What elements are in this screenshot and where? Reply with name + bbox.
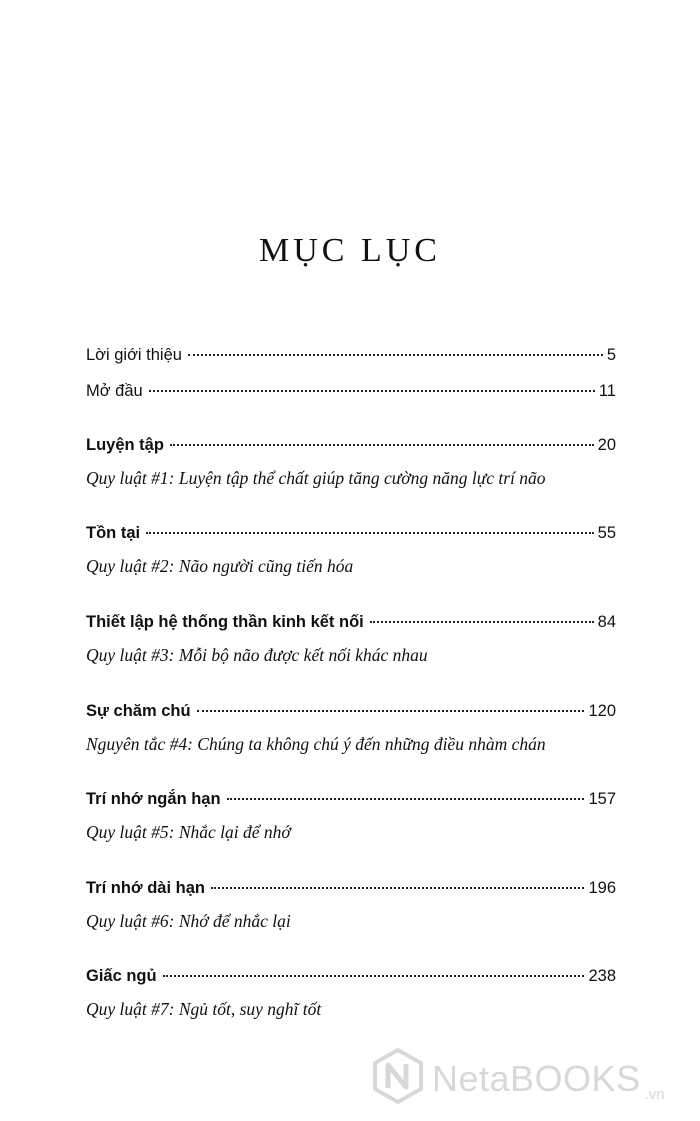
dot-leader — [370, 621, 594, 623]
toc-entry-chapter-6[interactable] — [86, 879, 616, 898]
toc-entry-opening[interactable] — [86, 382, 616, 401]
toc-entry-label: Thiết lập hệ thống thần kinh kết nối — [86, 613, 364, 631]
dot-leader — [227, 798, 585, 800]
toc-entry-chapter-1[interactable] — [86, 436, 616, 455]
toc-entry-subtitle: Quy luật #2: Não người cũng tiến hóa — [86, 556, 354, 576]
dot-leader — [146, 532, 594, 534]
netabooks-logo-icon — [372, 1048, 424, 1109]
toc-entry-page: 55 — [597, 524, 616, 542]
page-title: MỤC LỤC — [259, 232, 441, 269]
toc-entry-page: 5 — [606, 346, 616, 364]
toc-entry-label: Luyện tập — [86, 436, 164, 454]
toc-entry-subtitle: Quy luật #1: Luyện tập thể chất giúp tăng cường năng lực trí não — [86, 468, 546, 488]
toc-entry-subtitle: Quy luật #5: Nhắc lại để nhớ — [86, 822, 291, 842]
toc-entry-page: 11 — [598, 382, 616, 400]
toc-entry-label: Trí nhớ dài hạn — [86, 879, 205, 897]
toc-entry-label: Trí nhớ ngắn hạn — [86, 790, 221, 808]
toc-entry-chapter-2[interactable] — [86, 524, 616, 543]
toc-entry-label: Giấc ngủ — [86, 967, 157, 985]
toc-entry-label: Tồn tại — [86, 524, 141, 542]
dot-leader — [163, 975, 585, 977]
toc-entry-label: Sự chăm chú — [86, 702, 191, 720]
toc-entry-page: 84 — [597, 613, 616, 631]
toc-entry-intro[interactable] — [86, 346, 616, 365]
toc-entry-subtitle: Quy luật #6: Nhớ để nhắc lại — [86, 911, 291, 931]
toc-entry-chapter-5[interactable] — [86, 790, 616, 809]
dot-leader — [197, 710, 585, 712]
dot-leader — [170, 444, 594, 446]
toc-entry-page: 120 — [588, 702, 616, 720]
toc-entry-subtitle: Nguyên tắc #4: Chúng ta không chú ý đến những điều nhàm chán — [86, 734, 546, 754]
toc-entry-chapter-7[interactable] — [86, 967, 616, 986]
toc-entry-chapter-4[interactable] — [86, 702, 616, 721]
watermark-brand: NetaBOOKS — [432, 1057, 641, 1099]
toc-entry-label: Lời giới thiệu — [86, 346, 182, 364]
toc-entry-page: 20 — [597, 436, 616, 454]
toc-entry-page: 196 — [588, 879, 616, 897]
dot-leader — [149, 390, 595, 392]
toc-entry-page: 157 — [588, 790, 616, 808]
dot-leader — [188, 354, 603, 356]
toc-entry-page: 238 — [588, 967, 616, 985]
toc-entry-subtitle: Quy luật #3: Mỗi bộ não được kết nối khác nhau — [86, 645, 428, 665]
toc-entry-subtitle: Quy luật #7: Ngủ tốt, suy nghĩ tốt — [86, 999, 322, 1019]
toc-entry-label: Mở đầu — [86, 382, 143, 400]
dot-leader — [211, 887, 584, 889]
toc-entry-chapter-3[interactable] — [86, 613, 616, 632]
watermark-suffix: .vn — [644, 1086, 665, 1103]
watermark — [372, 1048, 665, 1109]
